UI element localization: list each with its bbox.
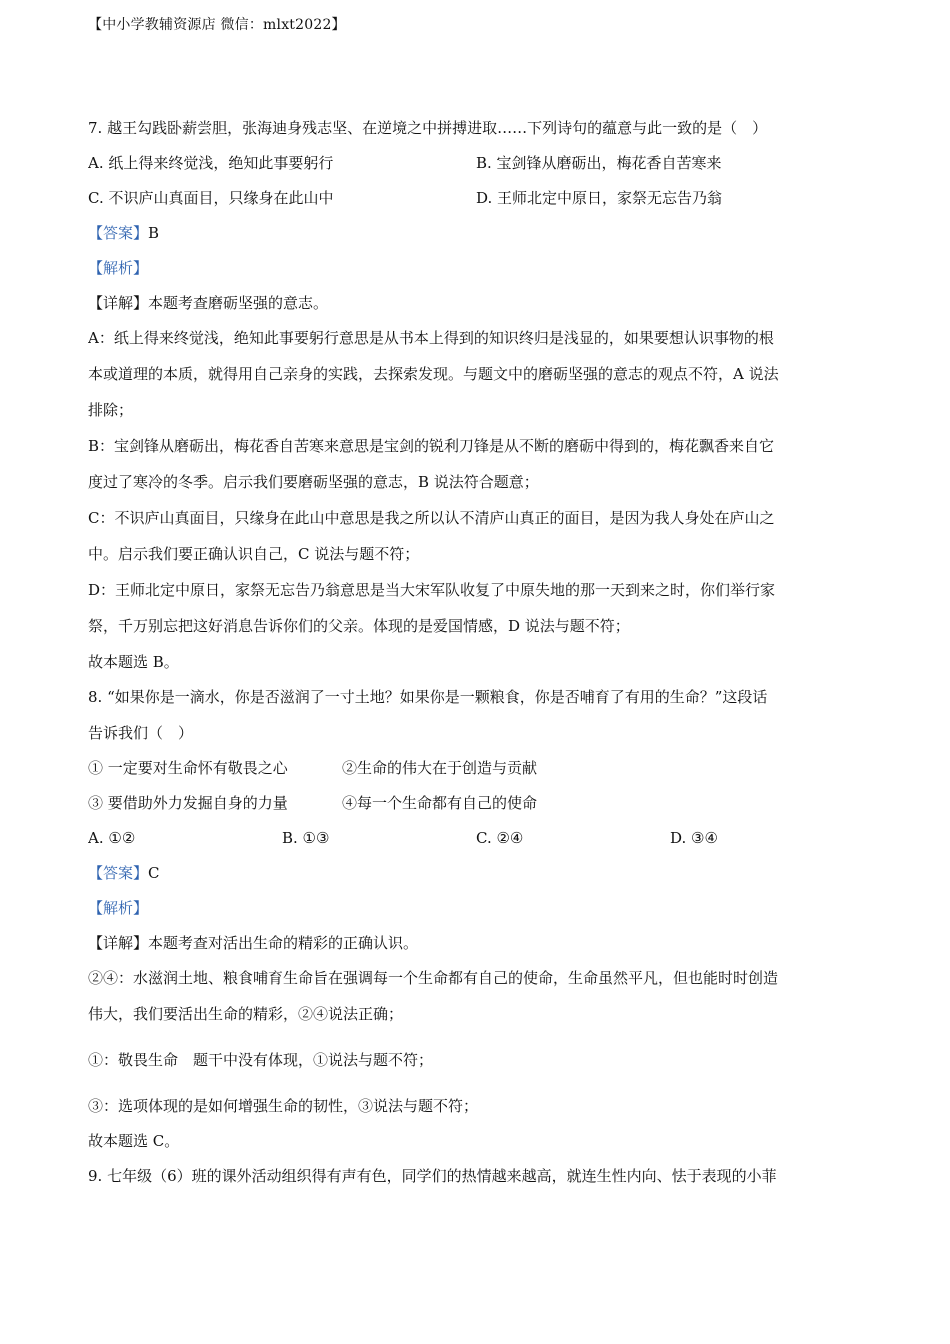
q7-answer-tag: 【答案】	[88, 224, 149, 242]
q8-explain-3: ①：敬畏生命 题干中没有体现，①说法与题不符；	[88, 1051, 434, 1069]
q8-option-b: B. ①③	[282, 829, 330, 847]
q8-analysis	[88, 896, 868, 931]
q7-explain-c-2: 中。启示我们要正确认识自己，C 说法与题不符；	[88, 545, 420, 563]
q7-explain-a-2: 本或道理的本质，就得用自己亲身的实践，去探索发现。与题文中的磨砺坚强的意志的观点不符，A 说法	[88, 365, 779, 383]
q8-conclusion: 故本题选 C。	[88, 1132, 180, 1150]
q7-detail: 【详解】本题考查磨砺坚强的意志。	[88, 294, 329, 312]
q8-items-row-1	[88, 756, 868, 791]
q8-explain-4: ③：选项体现的是如何增强生命的韧性，③说法与题不符；	[88, 1097, 479, 1115]
q7-answer-value: B	[148, 224, 160, 242]
q7-options-row-2	[88, 186, 868, 221]
q8-answer	[88, 861, 868, 896]
q8-item-3: ③ 要借助外力发掘自身的力量	[88, 794, 288, 812]
q7-conclusion: 故本题选 B。	[88, 653, 179, 671]
q8-explain-2: 伟大，我们要活出生命的精彩，②④说法正确；	[88, 1005, 404, 1023]
q7-analysis	[88, 256, 868, 291]
q8-option-d: D. ③④	[670, 829, 718, 847]
q8-answer-tag: 【答案】	[88, 864, 149, 882]
q7-explain-d-1: D：王师北定中原日，家祭无忘告乃翁意思是当大宋军队收复了中原失地的那一天到来之时，你们举行家	[88, 581, 776, 599]
q8-option-c: C. ②④	[476, 829, 524, 847]
q7-explain-b-1: B：宝剑锋从磨砺出，梅花香自苦寒来意思是宝剑的锐利刀锋是从不断的磨砺中得到的，梅花飘香来自它	[88, 437, 775, 455]
q9-stem-1: 9. 七年级（6）班的课外活动组织得有声有色，同学们的热情越来越高，就连生性内向、怯于表现的小菲	[88, 1167, 777, 1185]
q8-answer-value: C	[148, 864, 160, 882]
q7-options-row-1	[88, 151, 868, 186]
q8-stem-1: 8. “如果你是一滴水，你是否滋润了一寸土地？如果你是一颗粮食，你是否哺育了有用的生命？”这段话	[88, 688, 768, 706]
q7-stem: 7. 越王勾践卧薪尝胆，张海迪身残志坚、在逆境之中拼搏进取……下列诗句的蕴意与此一致的是（ ）	[88, 119, 768, 137]
q8-detail: 【详解】本题考查对活出生命的精彩的正确认识。	[88, 934, 419, 952]
q8-item-2: ②生命的伟大在于创造与贡献	[342, 759, 538, 777]
q8-explain-1: ②④：水滋润土地、粮食哺育生命旨在强调每一个生命都有自己的使命，生命虽然平凡，但也能时时创造	[88, 969, 779, 987]
q7-explain-d-2: 祭，千万别忘把这好消息告诉你们的父亲。体现的是爱国情感，D 说法与题不符；	[88, 617, 630, 635]
q7-option-a: A. 纸上得来终觉浅，绝知此事要躬行	[88, 154, 334, 172]
q8-stem-2: 告诉我们（ ）	[88, 724, 194, 742]
q7-analysis-tag: 【解析】	[88, 259, 149, 277]
q7-explain-c-1: C：不识庐山真面目，只缘身在此山中意思是我之所以认不清庐山真正的面目，是因为我人身处在庐山之	[88, 509, 775, 527]
q7-explain-a-1: A：纸上得来终觉浅，绝知此事要躬行意思是从书本上得到的知识终归是浅显的，如果要想认识事物的根	[88, 329, 774, 347]
q7-explain-b-2: 度过了寒冷的冬季。启示我们要磨砺坚强的意志，B 说法符合题意；	[88, 473, 539, 491]
q7-answer	[88, 221, 868, 256]
q7-explain-a-3: 排除；	[88, 401, 134, 419]
header-watermark: 【中小学教辅资源店 微信：mlxt2022】	[88, 17, 346, 33]
q8-option-a: A. ①②	[88, 829, 136, 847]
q7-option-b: B. 宝剑锋从磨砺出，梅花香自苦寒来	[476, 154, 722, 172]
q8-item-4: ④每一个生命都有自己的使命	[342, 794, 538, 812]
document-body	[88, 116, 868, 1199]
q7-option-c: C. 不识庐山真面目，只缘身在此山中	[88, 189, 334, 207]
q7-option-d: D. 王师北定中原日，家祭无忘告乃翁	[476, 189, 723, 207]
q8-item-1: ① 一定要对生命怀有敬畏之心	[88, 759, 288, 777]
q8-options-row	[88, 826, 868, 861]
q8-items-row-2	[88, 791, 868, 826]
q8-analysis-tag: 【解析】	[88, 899, 149, 917]
